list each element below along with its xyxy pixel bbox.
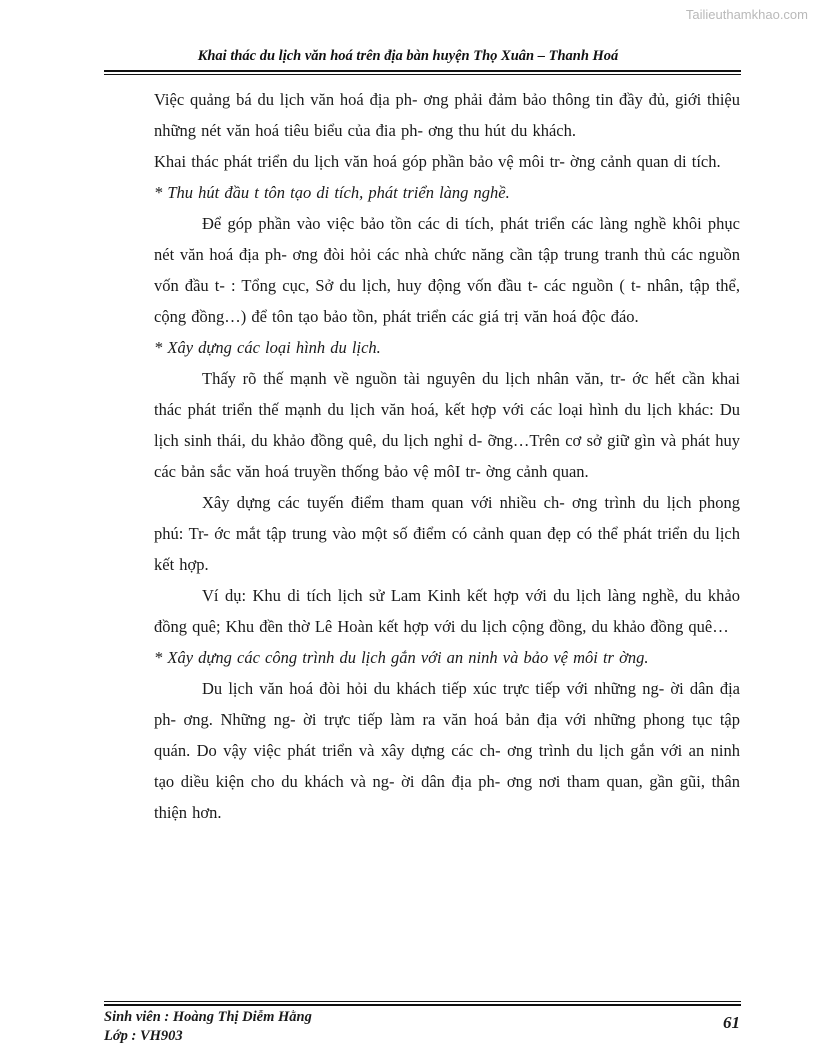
section-heading: * Xây dựng các loại hình du lịch.	[154, 338, 381, 357]
footer-class: Lớp : VH903	[104, 1028, 183, 1044]
footer-info	[104, 1008, 312, 1046]
paragraph: Xây dựng các tuyến điểm tham quan với nhiều ch- ơng trình du lịch phong phú: Tr- ớc mắt tập trung vào một số điểm có cảnh quan đẹp có thể phát triển du lịch kết hợp.	[154, 493, 740, 574]
section-heading: * Thu hút đầu t tôn tạo di tích, phát triển làng nghề.	[154, 183, 510, 202]
footer-rule-thick	[104, 1004, 741, 1006]
footer-rule-thin	[104, 1001, 741, 1002]
page-number: 61	[723, 1013, 740, 1032]
footer-student-name: Sinh viên : Hoàng Thị Diễm Hằng	[104, 1009, 312, 1025]
paragraph: Khai thác phát triển du lịch văn hoá góp phần bảo vệ môi tr- ờng cảnh quan di tích.	[154, 152, 721, 171]
paragraph: Du lịch văn hoá đòi hỏi du khách tiếp xúc trực tiếp với những ng- ời dân địa ph- ơng. Những ng- ời trực tiếp làm ra văn hoá bản địa với những phong tục tập quán. Do vậy việc phát triển và xây dựng các ch- ơng trình du lịch gắn với an ninh tạo diều kiện cho du khách và ng- ời dân địa ph- ơng nơi tham quan, gần gũi, thân thiện hơn.	[154, 679, 740, 822]
document-body	[154, 84, 740, 828]
header-rule-thin	[104, 74, 741, 75]
paragraph: Thấy rõ thế mạnh về nguồn tài nguyên du lịch nhân văn, tr- ớc hết cần khai thác phát triển thế mạnh du lịch văn hoá, kết hợp với các loại hình du lịch khác: Du lịch sinh thái, du khảo đồng quê, du lịch nghỉ d- ỡng…Trên cơ sở giữ gìn và phát huy các bản sắc văn hoá truyền thống bảo vệ môI tr- ờng cảnh quan.	[154, 369, 740, 481]
section-heading: * Xây dựng các công trình du lịch gắn với an ninh và bảo vệ môi tr ờng.	[154, 648, 649, 667]
watermark: Tailieuthamkhao.com	[685, 7, 808, 22]
header-rule-thick	[104, 70, 741, 72]
paragraph: Ví dụ: Khu di tích lịch sử Lam Kinh kết hợp với du lịch làng nghề, du khảo đồng quê; Khu đền thờ Lê Hoàn kết hợp với du lịch cộng đồng, du khảo đồng quê…	[154, 586, 740, 636]
paragraph: Việc quảng bá du lịch văn hoá địa ph- ơng phải đảm bảo thông tin đầy đủ, giới thiệu những nét văn hoá tiêu biểu của đia ph- ơng thu hút du khách.	[154, 90, 740, 140]
page-header-title: Khai thác du lịch văn hoá trên địa bàn huyện Thọ Xuân – Thanh Hoá	[197, 48, 619, 64]
paragraph: Để góp phần vào việc bảo tồn các di tích, phát triển các làng nghề khôi phục nét văn hoá địa ph- ơng đòi hỏi các nhà chức năng cần tập trung tranh thủ các nguồn vốn đầu t- : Tổng cục, Sở du lịch, huy động vốn đầu t- các nguồn ( t- nhân, tập thể, cộng đồng…) để tôn tạo bảo tồn, phát triển các giá trị văn hoá độc đáo.	[154, 214, 740, 326]
